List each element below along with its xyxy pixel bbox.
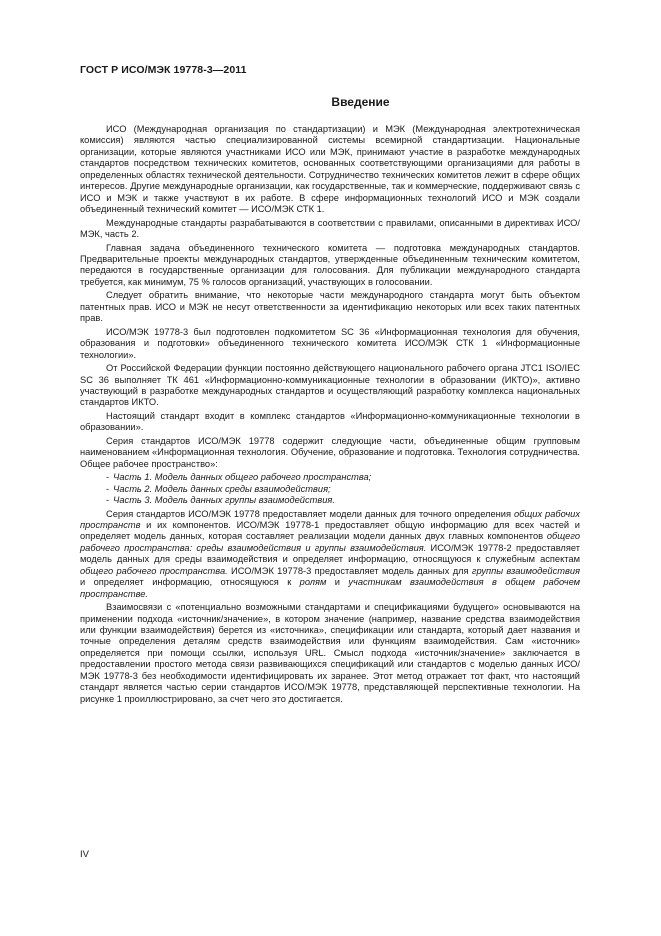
italic-run: общих рабочих пространств [80,508,580,530]
paragraph-prepared-by: ИСО/МЭК 19778-3 был подготовлен подкомитетом SC 36 «Информационная технология для обучения, образования и подготовки» объединенного технического комитета ИСО/МЭК СТК 1 «Информационные технологии». [80,326,580,360]
parts-list [80,472,580,506]
paragraph-iso-iec: ИСО (Международная организация по стандартизации) и МЭК (Международная электротехническая комиссия) являются частью специализированной системы всемирной стандартизации. Национальные организации, которые являются участниками ИСО или МЭК, принимают участие в разработке международных стандартов посредством технических комитетов, основанных соответствующими организациями для работы в определенных областях технической деятельности. Сотрудничество технических комитетов лежит в сфере общих интересов. Другие международные организации, как государственные, так и коммерческие, поддерживают связь с ИСО и МЭК и также участвуют в их работе. В сфере информационных технологий ИСО и МЭК создали объединенный технический комитет — ИСО/МЭК СТК 1. [80,124,580,215]
italic-run: участникам взаимодействия в общем рабочем пространстве. [80,577,581,599]
page-number: IV [80,849,89,860]
paragraph-russian-federation: От Российской Федерации функции постоянно действующего национального рабочего органа JTC1 ISO/IEC SC 36 выполняет ТК 461 «Информационно-коммуникационные технологии в образовании (ИКТО)», активно участвующий в разработке международных стандартов и осуществляющий разработку комплекса национальных стандартов ИКТО. [80,363,580,408]
text-run: Серия стандартов ИСО/МЭК 19778 предоставляет модели данных для точного определения [106,508,514,519]
text-run: ИСО/МЭК 19778-2 предоставляет модель данных для среды взаимодействия и определяет информацию, относящуюся к служебным аспектам [80,542,580,565]
italic-run: общего рабочего пространства. [80,565,228,576]
list-dash: - [106,472,110,483]
list-item-text: Часть 3. Модель данных группы взаимодействия. [113,495,335,506]
body-content [80,124,580,707]
paragraph-source-value: Взаимосвязи с «потенциально возможными стандартами и спецификациями будущего» основываются на применении подхода «источник/значение», в котором значение (например, название средства взаимодействия или функции взаимодействия) берется из «источника», спецификации или стандарта, который дает названия и точные определения деталям средств взаимодействия или функциям взаимодействия. Сам «источник» определяется при помощи ссылки, используя URL. Смысл подхода «источник/значение» заключается в предоставлении простого метода связи развивающихся спецификаций или стандартов с моделью данных ИСО/МЭК 19778-3 без необходимости идентифицировать их заранее. Этот метод отражает тот факт, что настоящий стандарт является частью серии стандартов ИСО/МЭК 19778, представляющей перспективные технологии. На рисунке 1 проиллюстрировано, за счет чего это достигается. [80,602,580,704]
text-run: ИСО/МЭК 19778-3 предоставляет модель данных для [227,565,472,576]
paragraph-main-task: Главная задача объединенного технического комитета — подготовка международных стандартов. Предварительные проекты международных стандартов, утвержденные объединенным техническим комитетом, передаются в государственные организации для голосования. Для публикации международного стандарта требуется, как минимум, 75 % голосов организаций, участвующих в голосовании. [80,242,580,287]
list-dash: - [106,495,110,506]
list-item-text: Часть 2. Модель данных среды взаимодействия; [113,483,331,494]
section-title: Введение [331,95,390,109]
paragraph-data-models [80,509,580,601]
italic-run: общего рабочего пространства: среды взаимодействия и группы взаимодействия. [80,531,580,553]
paragraph-series: Серия стандартов ИСО/МЭК 19778 содержит следующие части, объединенные общим групповым наименованием «Информационная технология. Обучение, образование и подготовка. Технология сотрудничества. Общее рабочее пространство»: [80,435,580,469]
list-item-text: Часть 1. Модель данных общего рабочего пространства; [113,472,372,483]
text-run: и [326,577,349,588]
text-run: и их компонентов. ИСО/МЭК 19778-1 предоставляет общую информацию для всех частей и определяет модель данных, которая составляет реализации модели данных двух главных компонентов [80,519,580,542]
list-item [106,495,580,506]
italic-run: ролям [299,577,327,588]
text-run: и определяет информацию, относящуюся к [80,577,300,588]
paragraph-directives: Международные стандарты разрабатываются в соответствии с правилами, описанными в директивах ИСО/МЭК, часть 2. [80,217,580,240]
paragraph-patents: Следует обратить внимание, что некоторые части международного стандарта могут быть объектом патентных прав. ИСО и МЭК не несут ответственности за идентификацию некоторых или всех таких патентных прав. [80,290,580,324]
italic-run: группы взаимодействия [471,565,580,576]
list-dash: - [106,483,110,494]
standard-header: ГОСТ Р ИСО/МЭК 19778-3—2011 [80,64,247,76]
list-item [106,472,580,483]
list-item [106,484,580,495]
paragraph-complex: Настоящий стандарт входит в комплекс стандартов «Информационно-коммуникационные технологии в образовании». [80,410,580,433]
